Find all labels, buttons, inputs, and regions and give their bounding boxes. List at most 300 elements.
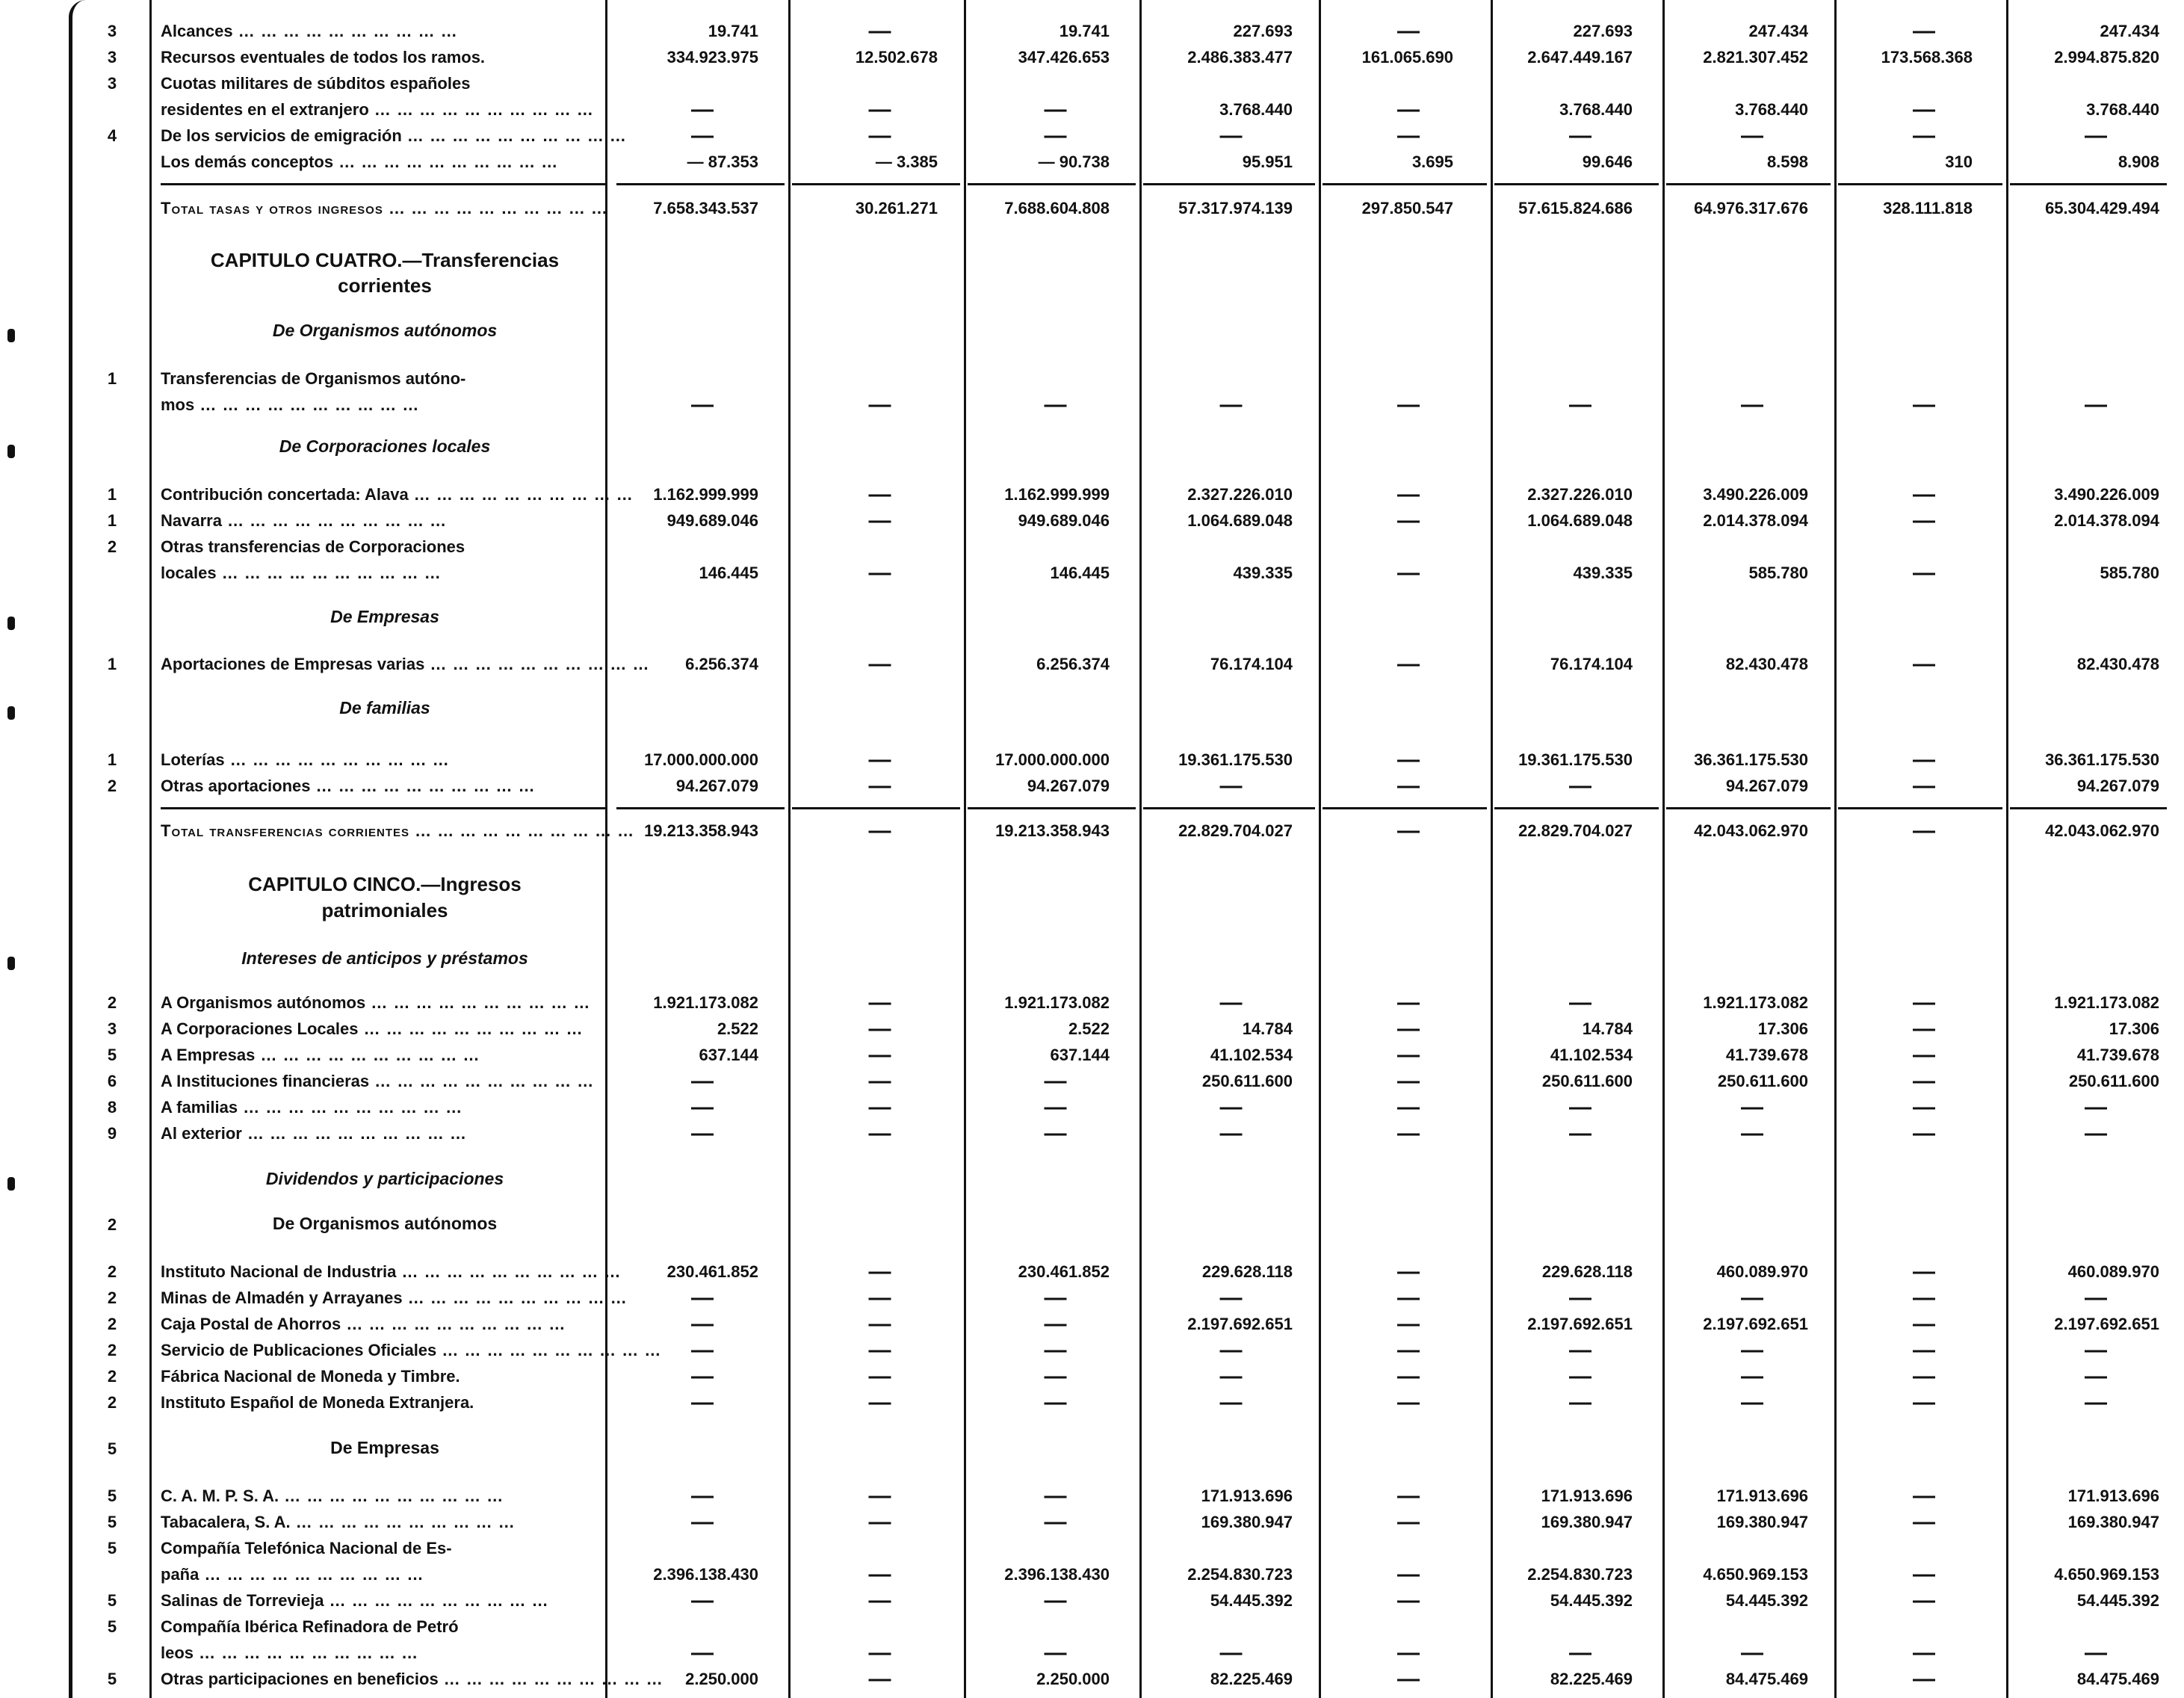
- value-cell: 2.994.875.820: [2054, 48, 2159, 67]
- row-code: 4: [107, 126, 117, 145]
- table-row: [0, 1069, 2184, 1094]
- dash-cell: —: [1913, 1484, 1935, 1508]
- row-code: 2: [107, 1393, 117, 1412]
- value-cell: 310: [1945, 152, 1973, 171]
- row-code: 3: [107, 74, 117, 93]
- row-concept: A Empresas … … … … … … … … … …: [161, 1043, 594, 1068]
- value-cell: 250.611.600: [2068, 1072, 2159, 1090]
- dash-cell: —: [1044, 1640, 1067, 1665]
- row-code: [90, 97, 134, 123]
- dash-cell: —: [1219, 1285, 1243, 1310]
- value-cell: 8.908: [2118, 152, 2159, 171]
- value-cell: 6.256.374: [685, 655, 758, 673]
- dash-cell: —: [868, 1095, 891, 1120]
- value-cell: 169.380.947: [2067, 1513, 2159, 1531]
- dash-cell: —: [1913, 818, 1935, 843]
- row-concept: A Organismos autónomos … … … … … … … … … …: [161, 990, 594, 1016]
- sum-rule: [1323, 807, 1487, 809]
- dash-cell: —: [1397, 1338, 1420, 1362]
- sum-rule: [968, 807, 1136, 809]
- value-cell: — 87.353: [687, 152, 758, 171]
- sum-rule: [1143, 183, 1315, 185]
- value-cell: 22.829.704.027: [1518, 821, 1633, 840]
- value-cell: 230.461.852: [666, 1262, 758, 1281]
- value-cell: 250.611.600: [1717, 1072, 1808, 1090]
- table-row: [0, 1536, 2184, 1561]
- dash-cell: —: [1913, 123, 1935, 148]
- section-title: Dividendos y participaciones: [265, 1169, 504, 1188]
- value-cell: 229.628.118: [1201, 1262, 1293, 1281]
- dash-cell: —: [1569, 990, 1591, 1015]
- row-code: 5: [107, 1513, 117, 1531]
- column-rule: [1491, 0, 1493, 1698]
- table-row: [0, 1338, 2184, 1363]
- sum-rule: [2010, 807, 2167, 809]
- chapter-title: CAPITULO CINCO.—Ingresos: [248, 873, 522, 895]
- table-row: [0, 1259, 2184, 1285]
- row-concept: Compañía Telefónica Nacional de Es-: [161, 1539, 452, 1557]
- table-row: [0, 1312, 2184, 1337]
- value-cell: 17.000.000.000: [995, 750, 1110, 769]
- value-cell: 3.768.440: [2086, 100, 2159, 119]
- table-row: [0, 149, 2184, 175]
- value-cell: 1.064.689.048: [1527, 511, 1633, 530]
- dash-cell: —: [691, 123, 714, 148]
- sum-rule: [161, 183, 605, 185]
- dash-cell: —: [1044, 1338, 1067, 1362]
- dash-cell: —: [691, 1588, 714, 1613]
- dash-cell: —: [1397, 508, 1420, 533]
- value-cell: 12.502.678: [855, 48, 938, 67]
- dash-cell: —: [1913, 652, 1935, 676]
- row-code: 8: [107, 1098, 117, 1117]
- value-cell: 30.261.271: [855, 199, 938, 217]
- dash-cell: —: [1044, 1510, 1067, 1534]
- row-code: 1: [107, 485, 117, 504]
- dash-cell: —: [1044, 1484, 1067, 1508]
- value-cell: 57.615.824.686: [1518, 199, 1633, 217]
- dash-cell: —: [1044, 1069, 1067, 1093]
- dash-cell: —: [2085, 1338, 2107, 1362]
- column-rule: [1662, 0, 1665, 1698]
- value-cell: 250.611.600: [1541, 1072, 1633, 1090]
- dash-cell: —: [1569, 123, 1591, 148]
- dash-cell: —: [1044, 1588, 1067, 1613]
- value-cell: 460.089.970: [1716, 1262, 1808, 1281]
- table-row: [0, 1390, 2184, 1415]
- dash-cell: —: [691, 1364, 714, 1389]
- row-concept: Servicio de Publicaciones Oficiales … … … … … … … … … …: [161, 1338, 594, 1363]
- dash-cell: —: [1569, 1364, 1591, 1389]
- chapter-title: patrimoniales: [321, 899, 448, 921]
- row-code: 1: [107, 369, 117, 388]
- dash-cell: —: [691, 1510, 714, 1534]
- dash-cell: —: [868, 1510, 891, 1534]
- sum-rule: [968, 183, 1136, 185]
- value-cell: 2.014.378.094: [2054, 511, 2159, 530]
- row-concept: Caja Postal de Ahorros … … … … … … … … … …: [161, 1312, 594, 1337]
- dash-cell: —: [1913, 1510, 1935, 1534]
- dash-cell: —: [1397, 392, 1420, 417]
- dash-cell: —: [1397, 97, 1420, 122]
- value-cell: 2.327.226.010: [1187, 485, 1293, 504]
- dash-cell: —: [868, 1259, 891, 1284]
- value-cell: 17.306: [1757, 1019, 1808, 1038]
- row-concept: paña … … … … … … … … … …: [161, 1562, 594, 1587]
- row-code: 5: [107, 1617, 117, 1636]
- value-cell: 54.445.392: [2076, 1591, 2159, 1610]
- row-code: 6: [107, 1072, 117, 1090]
- sum-rule: [1666, 807, 1831, 809]
- row-code: 2: [107, 1262, 117, 1281]
- dash-cell: —: [1397, 561, 1420, 585]
- dash-cell: —: [868, 1562, 891, 1587]
- row-concept: A familias … … … … … … … … … …: [161, 1095, 594, 1120]
- dash-cell: —: [1913, 1390, 1935, 1415]
- value-cell: 17.306: [2109, 1019, 2159, 1038]
- sum-rule: [1494, 183, 1659, 185]
- value-cell: 297.850.547: [1361, 199, 1453, 217]
- row-code: 5: [107, 1486, 117, 1505]
- value-cell: 82.430.478: [1725, 655, 1808, 673]
- dash-cell: —: [868, 1667, 891, 1691]
- dash-cell: —: [1913, 1043, 1935, 1067]
- value-cell: 84.475.469: [1725, 1670, 1808, 1688]
- value-cell: 41.102.534: [1550, 1046, 1633, 1064]
- dash-cell: —: [691, 1121, 714, 1146]
- value-cell: 1.921.173.082: [1004, 993, 1110, 1012]
- value-cell: 585.780: [1748, 564, 1808, 582]
- value-cell: 36.361.175.530: [2045, 750, 2159, 769]
- dash-cell: —: [868, 1285, 891, 1310]
- row-concept: Contribución concertada: Alava … … … … … … … … … …: [161, 482, 594, 507]
- value-cell: 1.162.999.999: [653, 485, 758, 504]
- table-row: [0, 482, 2184, 507]
- value-cell: 76.174.104: [1550, 655, 1633, 673]
- dash-cell: —: [868, 1364, 891, 1389]
- row-concept: Navarra … … … … … … … … … …: [161, 508, 594, 534]
- column-rule: [149, 0, 152, 1698]
- dash-cell: —: [1569, 1285, 1591, 1310]
- table-row: [0, 1614, 2184, 1640]
- value-cell: 54.445.392: [1210, 1591, 1293, 1610]
- sum-rule: [161, 807, 605, 809]
- column-rule: [964, 0, 966, 1698]
- dash-cell: —: [1569, 1640, 1591, 1665]
- dash-cell: —: [1913, 97, 1935, 122]
- dash-cell: —: [691, 1640, 714, 1665]
- sum-rule: [1494, 807, 1659, 809]
- row-concept: Instituto Nacional de Industria … … … … … … … … … …: [161, 1259, 594, 1285]
- dash-cell: —: [1913, 1016, 1935, 1041]
- dash-cell: —: [1397, 123, 1420, 148]
- row-concept: Fábrica Nacional de Moneda y Timbre.: [161, 1367, 460, 1386]
- value-cell: 54.445.392: [1550, 1591, 1633, 1610]
- sum-rule: [616, 183, 785, 185]
- dash-cell: —: [1397, 1121, 1420, 1146]
- dash-cell: —: [691, 1390, 714, 1415]
- value-cell: 57.317.974.139: [1178, 199, 1293, 217]
- table-row: [0, 774, 2184, 799]
- value-cell: 439.335: [1233, 564, 1293, 582]
- dash-cell: —: [1741, 1121, 1763, 1146]
- dash-cell: —: [1741, 123, 1763, 148]
- dash-cell: —: [868, 774, 891, 798]
- dash-cell: —: [1397, 19, 1420, 43]
- row-code: [90, 561, 134, 586]
- value-cell: 2.197.692.651: [1527, 1315, 1633, 1333]
- table-row: [0, 1043, 2184, 1068]
- value-cell: 328.111.818: [1883, 199, 1973, 217]
- value-cell: 14.784: [1582, 1019, 1633, 1038]
- dash-cell: —: [1913, 774, 1935, 798]
- dash-cell: —: [1397, 1588, 1420, 1613]
- value-cell: 1.162.999.999: [1004, 485, 1110, 504]
- margin-mark: [7, 1177, 15, 1191]
- row-code: 2: [107, 1315, 117, 1333]
- value-cell: 2.197.692.651: [2054, 1315, 2159, 1333]
- dash-cell: —: [1219, 1095, 1243, 1120]
- value-cell: 76.174.104: [1210, 655, 1293, 673]
- column-rule: [1319, 0, 1321, 1698]
- table-row: [0, 1588, 2184, 1614]
- dash-cell: —: [868, 561, 891, 585]
- row-code: [90, 1562, 134, 1587]
- dash-cell: —: [691, 1312, 714, 1336]
- dash-cell: —: [1397, 482, 1420, 507]
- margin-mark: [7, 706, 15, 720]
- dash-cell: —: [868, 1390, 891, 1415]
- value-cell: 949.689.046: [1018, 511, 1110, 530]
- dash-cell: —: [691, 1095, 714, 1120]
- value-cell: 2.254.830.723: [1187, 1565, 1293, 1584]
- dash-cell: —: [1913, 1364, 1935, 1389]
- dash-cell: —: [868, 818, 891, 843]
- dash-cell: —: [1219, 1640, 1243, 1665]
- value-cell: 1.064.689.048: [1187, 511, 1293, 530]
- row-concept: Otras participaciones en beneficios … … … … … … … … … …: [161, 1667, 594, 1692]
- value-cell: 82.225.469: [1210, 1670, 1293, 1688]
- row-code: 5: [107, 1539, 117, 1557]
- dash-cell: —: [1569, 1095, 1591, 1120]
- dash-cell: —: [1044, 1121, 1067, 1146]
- value-cell: 95.951: [1242, 152, 1293, 171]
- value-cell: 2.821.307.452: [1703, 48, 1808, 67]
- value-cell: 171.913.696: [2067, 1486, 2159, 1505]
- row-concept: Aportaciones de Empresas varias … … … … … … … … … …: [161, 652, 594, 677]
- dash-cell: —: [1569, 392, 1591, 417]
- column-rule: [788, 0, 791, 1698]
- value-cell: 2.197.692.651: [1703, 1315, 1808, 1333]
- margin-mark: [7, 617, 15, 630]
- column-rule: [1139, 0, 1142, 1698]
- dash-cell: —: [1044, 1285, 1067, 1310]
- table-row: [0, 652, 2184, 677]
- row-concept: Minas de Almadén y Arrayanes … … … … … … … … … …: [161, 1285, 594, 1311]
- value-cell: 146.445: [1050, 564, 1110, 582]
- value-cell: 3.768.440: [1559, 100, 1633, 119]
- row-concept: C. A. M. P. S. A. … … … … … … … … … …: [161, 1484, 594, 1509]
- sum-rule: [1323, 183, 1487, 185]
- value-cell: 585.780: [2100, 564, 2159, 582]
- row-code: 2: [107, 1215, 117, 1234]
- row-code: 2: [107, 1367, 117, 1386]
- dash-cell: —: [2085, 1285, 2107, 1310]
- value-cell: 7.658.343.537: [653, 199, 758, 217]
- row-code: [90, 1640, 134, 1666]
- value-cell: 19.361.175.530: [1518, 750, 1633, 769]
- dash-cell: —: [1741, 1390, 1763, 1415]
- dash-cell: —: [1219, 1390, 1243, 1415]
- value-cell: 439.335: [1573, 564, 1633, 582]
- dash-cell: —: [1569, 1121, 1591, 1146]
- row-concept: Otras aportaciones … … … … … … … … … …: [161, 774, 594, 799]
- value-cell: 94.267.079: [1027, 777, 1110, 795]
- dash-cell: —: [1219, 1121, 1243, 1146]
- dash-cell: —: [868, 19, 891, 43]
- value-cell: 19.361.175.530: [1178, 750, 1293, 769]
- dash-cell: —: [1397, 1069, 1420, 1093]
- row-concept: A Instituciones financieras … … … … … … … … … …: [161, 1069, 594, 1094]
- dash-cell: —: [1219, 774, 1243, 798]
- row-code: 2: [107, 993, 117, 1012]
- sum-rule: [792, 183, 960, 185]
- section-title: De Empresas: [330, 1438, 439, 1457]
- dash-cell: —: [691, 392, 714, 417]
- dash-cell: —: [1219, 990, 1243, 1015]
- dash-cell: —: [1044, 1095, 1067, 1120]
- dash-cell: —: [1913, 1667, 1935, 1691]
- dash-cell: —: [1741, 1364, 1763, 1389]
- column-rule: [2006, 0, 2008, 1698]
- value-cell: 3.768.440: [1735, 100, 1808, 119]
- dash-cell: —: [1044, 1312, 1067, 1336]
- table-row: [0, 1562, 2184, 1587]
- dash-cell: —: [1913, 1338, 1935, 1362]
- left-brace: [69, 0, 86, 1698]
- value-cell: 2.254.830.723: [1527, 1565, 1633, 1584]
- value-cell: 173.568.368: [1881, 48, 1973, 67]
- dash-cell: —: [868, 1640, 891, 1665]
- dash-cell: —: [2085, 1364, 2107, 1389]
- value-cell: 169.380.947: [1541, 1513, 1633, 1531]
- value-cell: 14.784: [1242, 1019, 1293, 1038]
- dash-cell: —: [1397, 1312, 1420, 1336]
- row-code: [90, 392, 134, 418]
- value-cell: 171.913.696: [1201, 1486, 1293, 1505]
- row-concept: mos … … … … … … … … … …: [161, 392, 594, 418]
- value-cell: 7.688.604.808: [1004, 199, 1110, 217]
- row-concept: Alcances … … … … … … … … … …: [161, 19, 594, 44]
- dash-cell: —: [691, 1069, 714, 1093]
- section-title: Intereses de anticipos y préstamos: [241, 948, 528, 968]
- value-cell: 1.921.173.082: [2054, 993, 2159, 1012]
- row-concept: Tabacalera, S. A. … … … … … … … … … …: [161, 1510, 594, 1535]
- table-row: [0, 1285, 2184, 1311]
- dash-cell: —: [1044, 1390, 1067, 1415]
- row-concept: Recursos eventuales de todos los ramos.: [161, 48, 486, 67]
- table-row: [0, 1016, 2184, 1042]
- value-cell: 19.213.358.943: [644, 821, 758, 840]
- row-concept: Compañía Ibérica Refinadora de Petró: [161, 1617, 459, 1636]
- row-concept: Los demás conceptos … … … … … … … … … …: [161, 149, 594, 175]
- row-concept: A Corporaciones Locales … … … … … … … … … …: [161, 1016, 594, 1042]
- dash-cell: —: [1397, 1364, 1420, 1389]
- value-cell: 169.380.947: [1716, 1513, 1808, 1531]
- dash-cell: —: [1397, 1285, 1420, 1310]
- dash-cell: —: [1397, 990, 1420, 1015]
- row-code: 2: [107, 537, 117, 556]
- value-cell: 54.445.392: [1725, 1591, 1808, 1610]
- value-cell: 347.426.653: [1018, 48, 1110, 67]
- margin-mark: [7, 329, 15, 342]
- table-row: [0, 1364, 2184, 1389]
- row-concept: residentes en el extranjero … … … … … … … … … …: [161, 97, 594, 123]
- value-cell: 3.768.440: [1219, 100, 1293, 119]
- value-cell: 949.689.046: [666, 511, 758, 530]
- value-cell: 2.522: [717, 1019, 758, 1038]
- table-row: [0, 196, 2184, 221]
- value-cell: 42.043.062.970: [1694, 821, 1808, 840]
- row-code: 9: [107, 1124, 117, 1143]
- dash-cell: —: [1913, 1121, 1935, 1146]
- table-row: [0, 747, 2184, 773]
- table-row: [0, 1640, 2184, 1666]
- dash-cell: —: [1397, 1390, 1420, 1415]
- row-concept: Transferencias de Organismos autóno-: [161, 369, 466, 388]
- dash-cell: —: [1569, 1338, 1591, 1362]
- sum-rule: [1838, 183, 2002, 185]
- row-code: [90, 818, 134, 844]
- row-concept: Loterías … … … … … … … … … …: [161, 747, 594, 773]
- value-cell: 2.250.000: [1036, 1670, 1110, 1688]
- value-cell: 2.014.378.094: [1703, 511, 1808, 530]
- dash-cell: —: [868, 123, 891, 148]
- dash-cell: —: [1569, 1390, 1591, 1415]
- value-cell: 227.693: [1233, 22, 1293, 40]
- row-concept: locales … … … … … … … … … …: [161, 561, 594, 586]
- dash-cell: —: [2085, 392, 2107, 417]
- sum-rule: [2010, 183, 2167, 185]
- value-cell: 17.000.000.000: [644, 750, 758, 769]
- dash-cell: —: [868, 1069, 891, 1093]
- dash-cell: —: [868, 482, 891, 507]
- value-cell: 65.304.429.494: [2045, 199, 2159, 217]
- dash-cell: —: [1741, 1285, 1763, 1310]
- table-row: [0, 1484, 2184, 1509]
- row-code: 3: [107, 1019, 117, 1038]
- dash-cell: —: [1397, 1095, 1420, 1120]
- row-code: 1: [107, 655, 117, 673]
- table-row: [0, 45, 2184, 70]
- row-code: 1: [107, 750, 117, 769]
- value-cell: 99.646: [1582, 152, 1633, 171]
- dash-cell: —: [691, 97, 714, 122]
- dash-cell: —: [1219, 123, 1243, 148]
- value-cell: 230.461.852: [1018, 1262, 1110, 1281]
- dash-cell: —: [2085, 1640, 2107, 1665]
- value-cell: 3.490.226.009: [2054, 485, 2159, 504]
- table-row: [0, 123, 2184, 149]
- section-title: De familias: [339, 698, 430, 717]
- dash-cell: —: [1913, 508, 1935, 533]
- value-cell: 2.396.138.430: [653, 1565, 758, 1584]
- value-cell: 6.256.374: [1036, 655, 1110, 673]
- value-cell: 161.065.690: [1361, 48, 1453, 67]
- dash-cell: —: [868, 1588, 891, 1613]
- dash-cell: —: [1044, 97, 1067, 122]
- value-cell: 94.267.079: [2076, 777, 2159, 795]
